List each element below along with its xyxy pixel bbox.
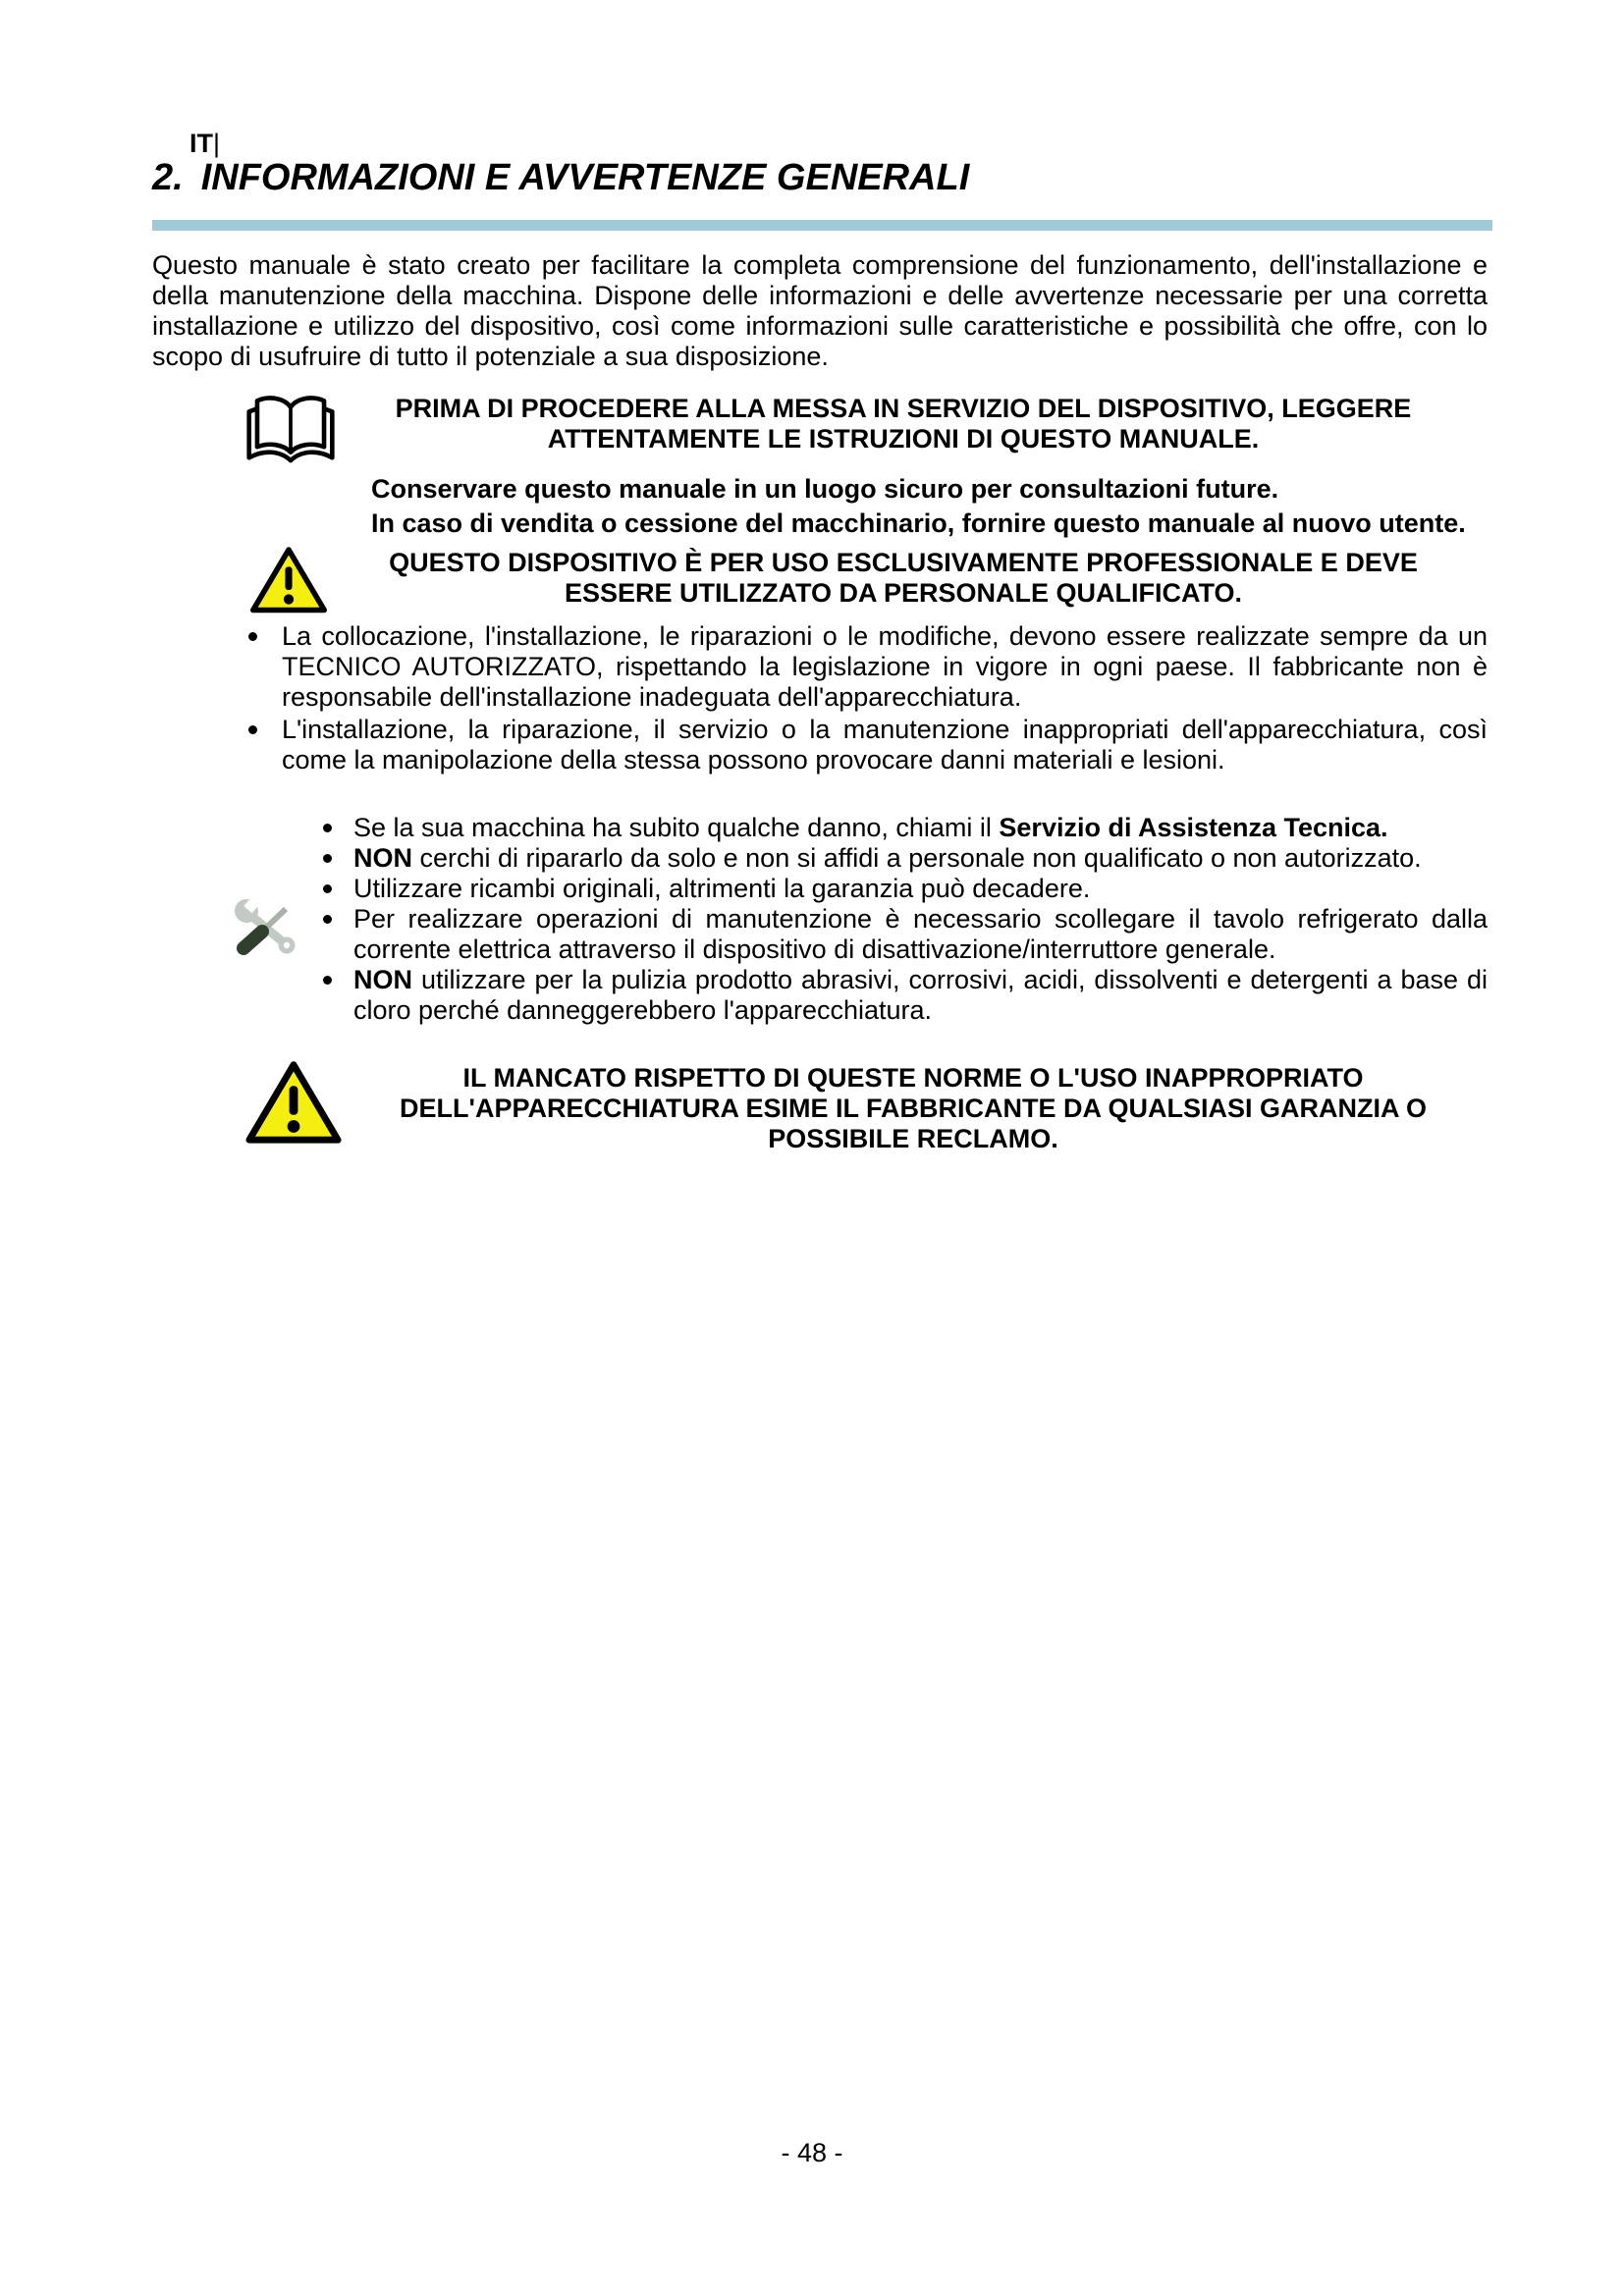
intro-paragraph: Questo manuale è stato creato per facilitare la completa comprensione del funzionamento, dell'installazione e della manutenzione della macchina. Dispone delle informazioni e delle avvertenze necessarie per una corretta installazione e utilizzo del dispositivo, così come informazioni sulle caratteristiche e possibilità che offre, con lo scopo di usufruire di tutto il potenziale a sua disposizione. — [152, 250, 1488, 371]
language-code: IT — [189, 129, 213, 158]
tools-icon — [227, 896, 303, 959]
bullet-dot — [323, 884, 332, 893]
read-manual-notice — [373, 394, 1434, 454]
bullet-dot — [323, 824, 332, 832]
list-item — [152, 715, 1488, 775]
list-item-text: utilizzare per la pulizia prodotto abrasivi, corrosivi, acidi, dissolventi e detergenti a base di cloro perché danneggerebbero l'apparecchiatura. — [353, 965, 1488, 1025]
list-item — [324, 843, 1488, 874]
list-item-bold: NON — [353, 843, 412, 873]
read-manual-line2: ATTENTAMENTE LE ISTRUZIONI DI QUESTO MANUALE. — [547, 424, 1260, 454]
bullet-dot — [323, 915, 332, 924]
list-item-bold: NON — [353, 965, 412, 994]
warranty-warning — [383, 1063, 1443, 1154]
list-item-text: La collocazione, l'installazione, le riparazioni o le modifiche, devono essere realizzate sempre da un TECNICO AUTORIZZATO, rispettando la legislazione in vigore in ogni paese. Il fabbricante non è responsabile dell'installazione inadeguata dell'apparecchiatura. — [282, 621, 1488, 712]
list-item-bold: Servizio di Assistenza Tecnica. — [999, 813, 1388, 842]
list-item-text: Per realizzare operazioni di manutenzione è necessario scollegare il tavolo refrigerato dalla corrente elettrica attraverso il dispositivo di disattivazione/interruttore generale. — [353, 904, 1488, 964]
warranty-warning-line1: IL MANCATO RISPETTO DI QUESTE NORME O L'USO INAPPROPRIATO — [462, 1063, 1364, 1093]
warranty-warning-line2: DELL'APPARECCHIATURA ESIME IL FABBRICANTE DA QUALSIASI GARANZIA O — [400, 1094, 1427, 1123]
list-item — [324, 874, 1488, 904]
transfer-manual-line: In caso di vendita o cessione del macchinario, fornire questo manuale al nuovo utente. — [371, 508, 1466, 538]
warning-triangle-icon — [244, 1056, 344, 1147]
service-bullet-list — [324, 813, 1488, 1026]
bullet-dot — [248, 725, 257, 734]
title-underline-bar — [152, 220, 1492, 231]
open-book-icon — [245, 387, 336, 467]
list-item — [324, 813, 1488, 843]
list-item-text: cerchi di ripararlo da solo e non si affidi a personale non qualificato o non autorizzato. — [412, 843, 1422, 873]
read-manual-line1: PRIMA DI PROCEDERE ALLA MESSA IN SERVIZIO DEL DISPOSITIVO, LEGGERE — [395, 394, 1412, 423]
language-tag — [189, 129, 220, 159]
section-number: 2. — [152, 157, 184, 198]
section-title — [152, 157, 969, 199]
language-separator: | — [213, 129, 221, 158]
section-title-text: INFORMAZIONI E AVVERTENZE GENERALI — [200, 157, 970, 198]
list-item — [324, 965, 1488, 1026]
list-item-text: L'installazione, la riparazione, il servizio o la manutenzione inappropriati dell'apparecchiatura, così come la manipolazione della stessa possono provocare danni materiali e lesioni. — [282, 715, 1488, 774]
warranty-warning-line3: POSSIBILE RECLAMO. — [768, 1124, 1058, 1153]
bullet-dot — [248, 632, 257, 641]
keep-manual-line: Conservare questo manuale in un luogo sicuro per consultazioni future. — [371, 474, 1279, 504]
list-item — [152, 621, 1488, 713]
warning-triangle-icon — [248, 542, 329, 616]
list-item-text: Utilizzare ricambi originali, altrimenti la garanzia può decadere. — [353, 874, 1091, 903]
professional-use-warning — [373, 548, 1434, 609]
page-number: - 48 - — [781, 2138, 843, 2167]
installation-bullet-list — [152, 621, 1488, 775]
bullet-dot — [323, 976, 332, 985]
bullet-dot — [323, 854, 332, 863]
list-item — [324, 904, 1488, 965]
professional-use-line1: QUESTO DISPOSITIVO È PER USO ESCLUSIVAMENTE PROFESSIONALE E DEVE — [389, 548, 1418, 577]
list-item-text: Se la sua macchina ha subito qualche danno, chiami il — [353, 813, 1000, 842]
professional-use-line2: ESSERE UTILIZZATO DA PERSONALE QUALIFICATO. — [564, 578, 1243, 608]
